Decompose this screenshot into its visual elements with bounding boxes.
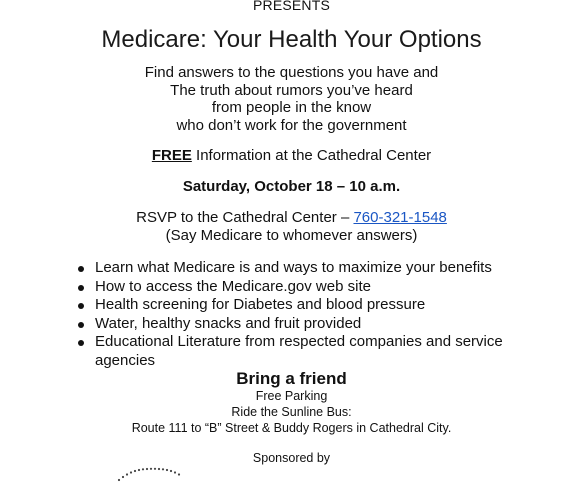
intro-paragraph	[0, 64, 583, 134]
free-word: FREE	[151, 147, 192, 164]
rsvp-note: (Say Medicare to whomever answers)	[165, 227, 418, 244]
parking-note: Free Parking	[255, 389, 328, 403]
rsvp-block	[0, 209, 583, 245]
bullet-dot-icon	[78, 322, 84, 328]
presents-label: PRESENTS	[252, 0, 331, 13]
list-item: Health screening for Diabetes and blood pressure	[95, 296, 535, 315]
rsvp-line	[0, 209, 583, 227]
bring-a-friend-heading: Bring a friend	[236, 369, 347, 388]
list-item: Learn what Medicare is and ways to maximize your benefits	[95, 259, 535, 278]
intro-line: The truth about rumors you’ve heard	[170, 81, 413, 99]
route-note: Route 111 to “B” Street & Buddy Rogers in Cathedral City.	[131, 421, 452, 435]
phone-link[interactable]: 760-321-1548	[353, 209, 447, 226]
bus-note: Ride the Sunline Bus:	[231, 405, 352, 419]
sponsored-by-label: Sponsored by	[252, 451, 331, 465]
bullet-dot-icon	[78, 340, 84, 346]
bullet-dot-icon	[78, 266, 84, 272]
benefits-list	[95, 259, 535, 371]
intro-line: Find answers to the questions you have and	[144, 64, 439, 81]
intro-line: who don’t work for the government	[176, 116, 407, 134]
bullet-dot-icon	[78, 303, 84, 309]
list-item: Water, healthy snacks and fruit provided	[95, 315, 535, 334]
bullet-dot-icon	[78, 285, 84, 291]
intro-line: from people in the know	[211, 99, 372, 117]
free-info-line	[0, 147, 583, 164]
rsvp-prefix: RSVP to the Cathedral Center –	[136, 209, 354, 226]
free-info-text: Information at the Cathedral Center	[191, 147, 432, 164]
event-date: Saturday, October 18 – 10 a.m.	[182, 178, 401, 195]
sponsor-logo-arc-icon	[115, 463, 195, 483]
list-item: How to access the Medicare.gov web site	[95, 278, 535, 297]
list-item: Educational Literature from respected companies and service agencies	[95, 333, 535, 370]
page-title: Medicare: Your Health Your Options	[101, 26, 482, 53]
